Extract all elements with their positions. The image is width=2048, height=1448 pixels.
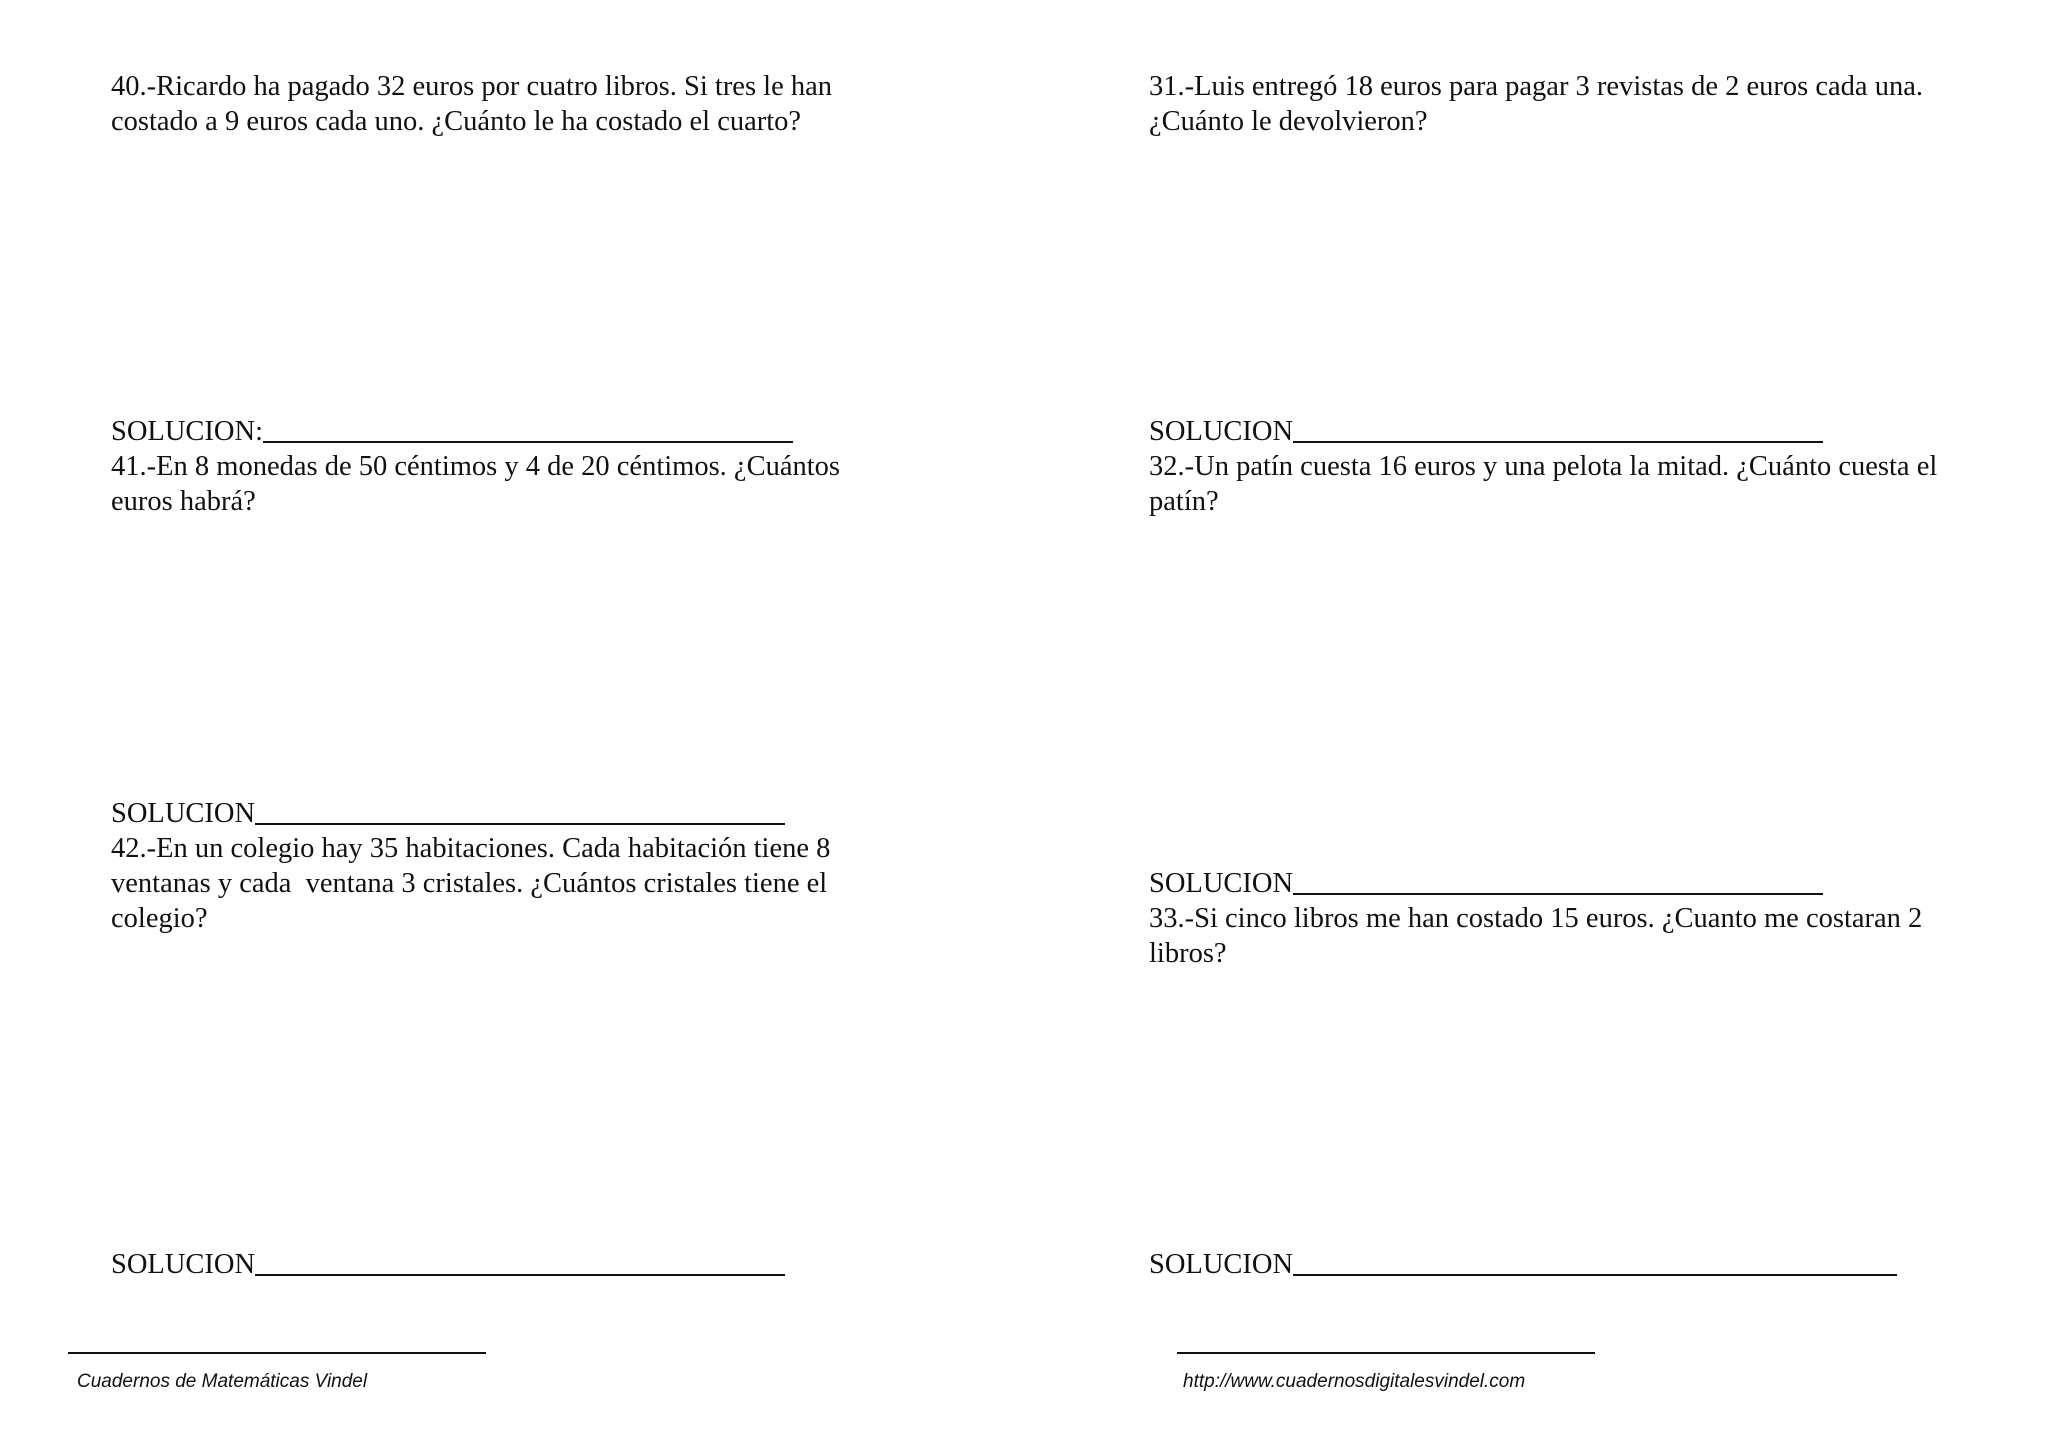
- problem-text-line: ¿Cuánto le devolvieron?: [1149, 106, 1428, 137]
- solution-31: [1149, 414, 1823, 449]
- problem-text-line: colegio?: [111, 903, 208, 934]
- problem-text-line: libros?: [1149, 938, 1227, 969]
- answer-line[interactable]: [255, 1274, 785, 1276]
- footer-divider: [68, 1352, 486, 1354]
- solution-label: SOLUCION: [1149, 868, 1294, 899]
- solution-label: SOLUCION: [111, 1249, 256, 1280]
- solution-label: SOLUCION: [1149, 416, 1294, 447]
- problem-41: [111, 449, 840, 519]
- answer-line[interactable]: [1293, 441, 1823, 443]
- problem-text-line: 42.-En un colegio hay 35 habitaciones. Cada habitación tiene 8: [111, 833, 831, 864]
- problem-text-line: 33.-Si cinco libros me han costado 15 euros. ¿Cuanto me costaran 2: [1149, 903, 1923, 934]
- problem-31: [1149, 69, 1923, 139]
- problem-text-line: ventanas y cada ventana 3 cristales. ¿Cuántos cristales tiene el: [111, 868, 828, 899]
- answer-line[interactable]: [255, 823, 785, 825]
- problem-text-line: 32.-Un patín cuesta 16 euros y una pelota la mitad. ¿Cuánto cuesta el: [1149, 451, 1938, 482]
- problem-40: [111, 69, 832, 139]
- answer-line[interactable]: [1293, 1274, 1897, 1276]
- footer-right-url[interactable]: http://www.cuadernosdigitalesvindel.com: [1183, 1371, 1526, 1392]
- footer-left-text: Cuadernos de Matemáticas Vindel: [77, 1371, 368, 1392]
- problem-33: [1149, 901, 1922, 971]
- problem-text-line: euros habrá?: [111, 486, 256, 517]
- footer-divider: [1177, 1352, 1595, 1354]
- problem-text-line: costado a 9 euros cada uno. ¿Cuánto le ha costado el cuarto?: [111, 106, 802, 137]
- solution-33: [1149, 1247, 1897, 1282]
- problem-text-line: 41.-En 8 monedas de 50 céntimos y 4 de 20 céntimos. ¿Cuántos: [111, 451, 840, 482]
- problem-32: [1149, 449, 1937, 519]
- solution-42: [111, 1247, 785, 1282]
- solution-label: SOLUCION:: [111, 416, 264, 447]
- answer-line[interactable]: [263, 441, 793, 443]
- problem-text-line: patín?: [1149, 486, 1219, 517]
- answer-line[interactable]: [1293, 893, 1823, 895]
- solution-41: [111, 796, 785, 831]
- solution-label: SOLUCION: [111, 798, 256, 829]
- solution-40: [111, 414, 793, 449]
- problem-text-line: 31.-Luis entregó 18 euros para pagar 3 revistas de 2 euros cada una.: [1149, 71, 1923, 102]
- problem-text-line: 40.-Ricardo ha pagado 32 euros por cuatro libros. Si tres le han: [111, 71, 833, 102]
- solution-label: SOLUCION: [1149, 1249, 1294, 1280]
- problem-42: [111, 831, 830, 936]
- solution-32: [1149, 866, 1823, 901]
